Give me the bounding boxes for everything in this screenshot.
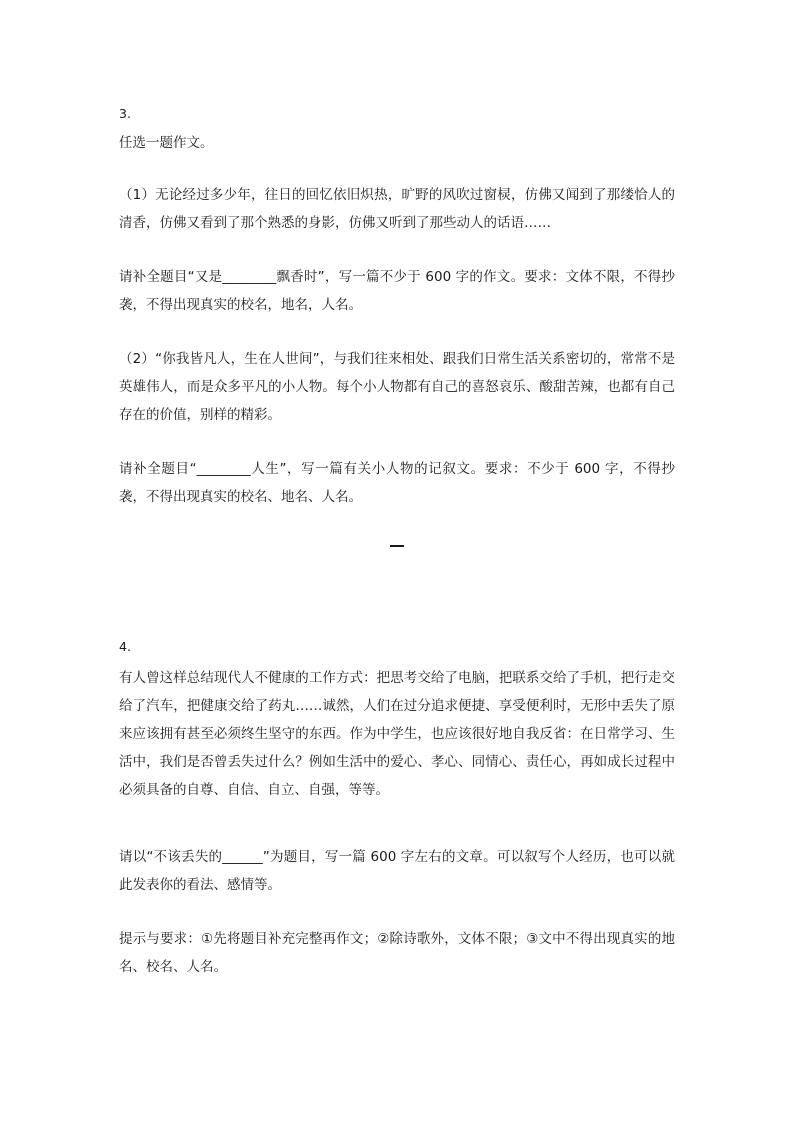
question-4-task: 请以“不该丢失的______”为题目，写一篇 600 字左右的文章。可以叙写个人经历，也可以就此发表你的看法、感情等。 <box>119 849 675 893</box>
divider-mark <box>390 545 404 547</box>
question-3-instruction: 任选一题作文。 <box>119 135 214 151</box>
question-3-option-1-text: （1）无论经过多少年，往日的回忆依旧炽热，旷野的风吹过窗棂，仿佛又闻到了那缕恰人的清香，仿佛又看到了那个熟悉的身影，仿佛又听到了那些动人的话语…… <box>119 187 675 231</box>
question-3-option-1-requirement: 请补全题目“又是________飘香时”，写一篇不少于 600 字的作文。要求：文体不限，不得抄袭，不得出现真实的校名，地名，人名。 <box>119 269 675 313</box>
question-4-number: 4. <box>119 639 131 654</box>
question-4-passage: 有人曾这样总结现代人不健康的工作方式：把思考交给了电脑，把联系交给了手机，把行走交给了汽车，把健康交给了药丸……诚然，人们在过分追求便捷、享受便利时，无形中丢失了原来应该拥有甚至必须终生坚守的东西。作为中学生，也应该很好地自我反省：在日常学习、生活中，我们是否曾丢失过什么？例如生活中的爱心、孝心、同情心、责任心，再如成长过程中必须具备的自尊、自信、自立、自强，等等。 <box>119 670 675 798</box>
question-4-requirements: 提示与要求：①先将题目补充完整再作文；②除诗歌外，文体不限；③文中不得出现真实的地名、校名、人名。 <box>119 931 675 975</box>
question-3-number: 3. <box>119 106 131 121</box>
question-3-option-2-text: （2）“你我皆凡人，生在人世间”，与我们往来相处、跟我们日常生活关系密切的，常常不是英雄伟人，而是众多平凡的小人物。每个小人物都有自己的喜怒哀乐、酸甜苦辣，也都有自己存在的价值，别样的精彩。 <box>119 351 675 423</box>
question-3-option-2-requirement: 请补全题目“________人生”，写一篇有关小人物的记叙文。要求：不少于 600 字，不得抄袭，不得出现真实的校名、地名、人名。 <box>119 461 675 505</box>
